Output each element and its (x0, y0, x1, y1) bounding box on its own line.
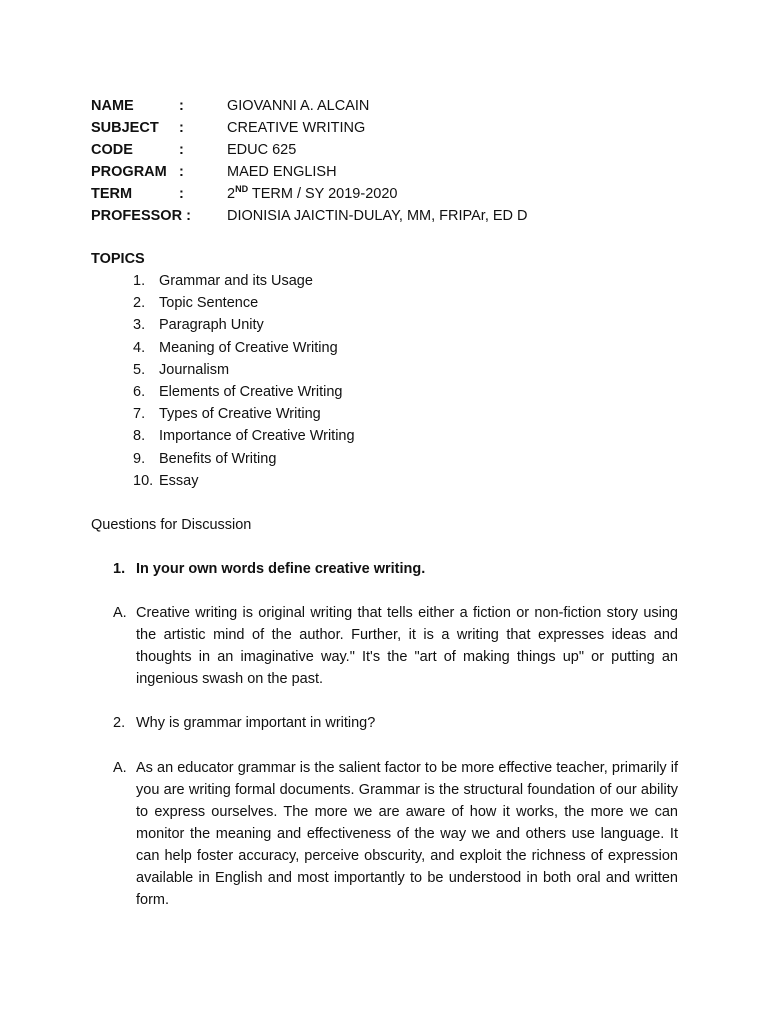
list-number: 7. (133, 406, 146, 423)
list-number: 5. (133, 361, 146, 378)
list-number: 6. (133, 383, 146, 400)
list-number: 1. (133, 273, 146, 289)
question-number: 2. (113, 715, 126, 731)
info-label: SUBJECT (91, 120, 159, 136)
list-item (133, 470, 355, 492)
list-item (133, 425, 355, 447)
info-value: GIOVANNI A. ALCAIN (227, 98, 370, 114)
info-label: CODE (91, 142, 133, 158)
answer-text: Creative writing is original writing that tells either a fiction or non-fiction story using the artistic mind of the author. Further, it is a writing that expresses ideas and thoughts in an imaginative way." It's the "art of making things up" or putting an ingenious swash on the past. (136, 605, 678, 687)
list-number: 8. (133, 428, 146, 445)
list-item (133, 448, 355, 470)
list-number: 2. (133, 295, 146, 312)
info-label: PROFESSOR : (91, 208, 191, 224)
info-colon: : (179, 142, 184, 158)
list-text: Benefits of Writing (159, 450, 277, 467)
list-item (133, 381, 355, 403)
info-colon: : (179, 98, 184, 114)
info-label: NAME (91, 98, 134, 114)
list-number: 9. (133, 450, 146, 467)
info-value: CREATIVE WRITING (227, 120, 366, 136)
info-colon: : (179, 120, 184, 136)
list-item (133, 314, 355, 336)
list-text: Importance of Creative Writing (159, 428, 355, 445)
info-value (227, 183, 397, 205)
question-2 (113, 712, 678, 734)
list-item (133, 403, 355, 425)
answer-2 (113, 757, 678, 911)
answer-letter: A. (113, 760, 127, 776)
info-value: MAED ENGLISH (227, 164, 337, 180)
question-number: 1. (113, 561, 126, 577)
topics-list (133, 270, 355, 492)
answer-1 (113, 602, 678, 690)
answer-letter: A. (113, 605, 127, 621)
list-item (133, 337, 355, 359)
info-value: EDUC 625 (227, 142, 297, 158)
list-item (133, 292, 355, 314)
list-number: 3. (133, 317, 146, 334)
question-1 (113, 558, 678, 580)
list-text: Journalism (159, 361, 230, 378)
list-text: Meaning of Creative Writing (159, 339, 338, 356)
info-value: DIONISIA JAICTIN-DULAY, MM, FRIPAr, ED D (227, 208, 528, 224)
info-label: TERM (91, 186, 133, 202)
list-item (133, 270, 355, 292)
question-text: In your own words define creative writing. (136, 561, 426, 577)
list-text: Types of Creative Writing (159, 406, 321, 423)
questions-heading: Questions for Discussion (91, 517, 252, 533)
list-text: Elements of Creative Writing (159, 383, 343, 400)
list-item (133, 359, 355, 381)
answer-text: As an educator grammar is the salient factor to be more effective teacher, primarily if you are writing formal documents. Grammar is the structural foundation of our ability to express ourselves. The more we are aware of how it works, the more we can monitor the meaning and effectiveness of the way we and others use language. It can help foster accuracy, perceive obscurity, and exploit the richness of expression available in English and most importantly to be understood in both oral and written form. (136, 760, 678, 908)
question-text: Why is grammar important in writing? (136, 715, 376, 731)
list-number: 10. (133, 472, 154, 489)
list-text: Paragraph Unity (159, 317, 264, 334)
info-colon: : (179, 186, 184, 202)
term-ordinal-suffix: ND (235, 184, 249, 195)
term-rest: TERM / SY 2019-2020 (248, 186, 398, 202)
info-colon: : (179, 164, 184, 180)
list-text: Essay (159, 472, 199, 489)
term-number: 2 (227, 186, 236, 202)
list-text: Topic Sentence (159, 295, 259, 312)
info-label: PROGRAM (91, 164, 167, 180)
topics-heading: TOPICS (91, 251, 145, 267)
list-number: 4. (133, 339, 146, 356)
list-text: Grammar and its Usage (159, 273, 313, 289)
